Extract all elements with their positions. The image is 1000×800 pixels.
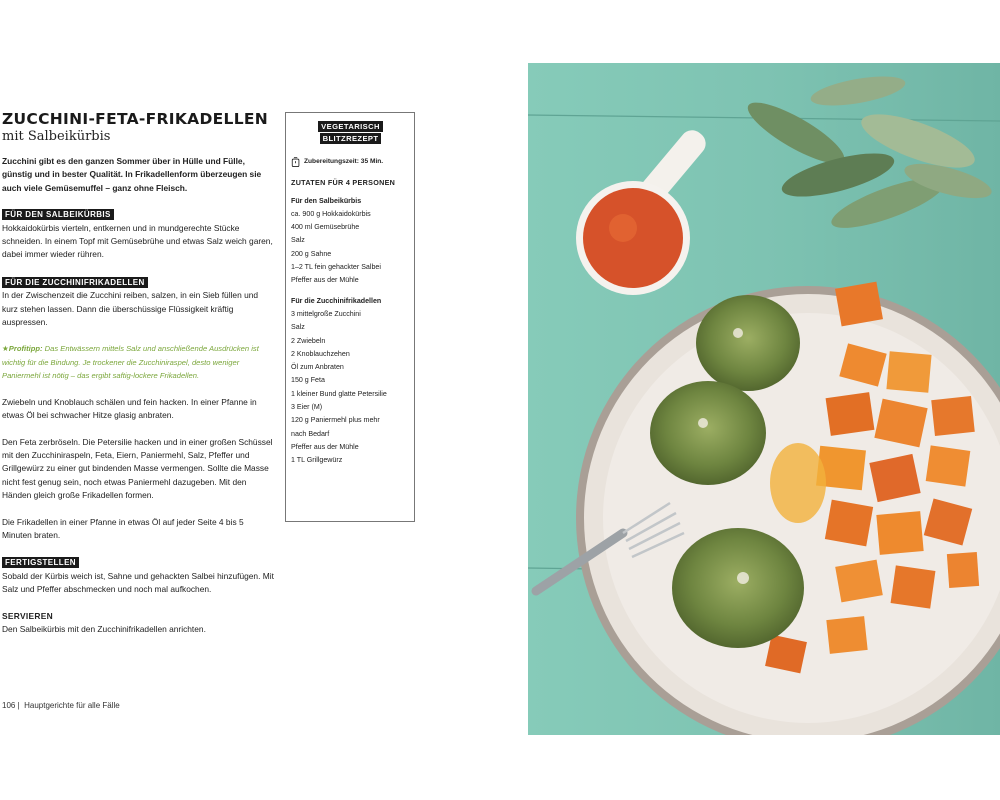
section-text-fertigstellen: Sobald der Kürbis weich ist, Sahne und gehackten Salbei hinzufügen. Mit Salz und Pfeffer abschmecken und noch mal aufkochen. xyxy=(2,570,274,595)
ingredient-item: ca. 900 g Hokkaidokürbis xyxy=(291,209,371,218)
badge-vegetarisch: VEGETARISCH xyxy=(318,121,383,132)
section-head-zucchinifrikadellen: FÜR DIE ZUCCHINIFRIKADELLEN xyxy=(2,277,148,288)
prep-time xyxy=(291,155,410,168)
step-zwiebeln: Zwiebeln und Knoblauch schälen und fein hacken. In einer Pfanne in etwas Öl bei schwacher Hitze glasig anbraten. xyxy=(2,396,257,421)
ingredient-item: Öl zum Anbraten xyxy=(291,363,344,372)
ingredient-item: 3 mittelgroße Zucchini xyxy=(291,309,361,318)
prep-time-text: Zubereitungszeit: 35 Min. xyxy=(304,158,384,165)
profi-tip xyxy=(2,342,274,382)
instructions-column xyxy=(2,155,274,636)
recipe-title: ZUCCHINI-FETA-FRIKADELLEN xyxy=(2,110,269,128)
ingredients-box xyxy=(285,112,415,522)
ingredient-item: 2 Knoblauchzehen xyxy=(291,349,350,358)
ingredient-item: 150 g Feta xyxy=(291,376,325,385)
section-text-salbeikuerbis: Hokkaidokürbis vierteln, entkernen und in mundgerechte Stücke schneiden. In einem Topf mit Gemüsebrühe und etwas Salz weich garen, dabei immer wieder rühren. xyxy=(2,222,273,260)
ingredient-item: 200 g Sahne xyxy=(291,249,332,258)
ingredient-item: 1–2 TL fein gehackter Salbei xyxy=(291,263,381,272)
section-head-salbeikuerbis: FÜR DEN SALBEIKÜRBIS xyxy=(2,209,114,220)
ingredient-item: 3 Eier (M) xyxy=(291,403,323,412)
recipe-subtitle: mit Salbeikürbis xyxy=(2,129,111,144)
ingredient-group-title: Für den Salbeikürbis xyxy=(291,196,362,205)
page-footer: 106 | Hauptgerichte für alle Fälle xyxy=(2,701,120,710)
tip-label: ★Profitipp: xyxy=(2,344,43,354)
ingredient-item: Pfeffer aus der Mühle xyxy=(291,442,359,451)
recipe-photo xyxy=(528,63,1000,735)
ingredient-item: 2 Zwiebeln xyxy=(291,336,326,345)
ingredient-item: 400 ml Gemüsebrühe xyxy=(291,223,360,232)
badge-blitzrezept: BLITZREZEPT xyxy=(320,133,382,144)
section-head-servieren: SERVIEREN xyxy=(2,610,53,621)
ingredient-item: 1 TL Grillgewürz xyxy=(291,456,343,465)
ingredient-group-title: Für die Zucchinifrikadellen xyxy=(291,296,382,305)
chapter-name: Hauptgerichte für alle Fälle xyxy=(24,701,120,710)
intro-text: Zucchini gibt es den ganzen Sommer über in Hülle und Fülle, günstig und in bester Qualität. In Frikadellenform überzeugen sie auch viele Gemüsemuffel – ganz ohne Fleisch. xyxy=(2,156,262,193)
ingredient-list-salbeikuerbis xyxy=(291,208,410,288)
ingredient-item: Pfeffer aus der Mühle xyxy=(291,276,359,285)
ingredient-list-zucchinifrikadellen xyxy=(291,308,410,468)
section-head-fertigstellen: FERTIGSTELLEN xyxy=(2,557,79,568)
ingredient-item: 1 kleiner Bund glatte Petersilie xyxy=(291,389,387,398)
timer-icon xyxy=(291,157,301,167)
badge-group xyxy=(291,121,410,145)
section-text-zucchinifrikadellen: In der Zwischenzeit die Zucchini reiben, salzen, in ein Sieb füllen und kurz stehen lassen. Dann die überschüssige Flüssigkeit kräftig auspressen. xyxy=(2,290,259,328)
ingredient-item: 120 g Paniermehl plus mehr xyxy=(291,416,380,425)
ingredient-item: Salz xyxy=(291,323,305,332)
ingredients-heading: ZUTATEN FÜR 4 PERSONEN xyxy=(291,178,396,188)
step-feta: Den Feta zerbröseln. Die Petersilie hacken und in einer großen Schüssel mit den Zucchiniraspeln, Feta, Eiern, Paniermehl, Salz, Pfeffer und Grillgewürz zu einer gut bindenden Masse vermengen. Sollte die Masse nicht fest genug sein, noch etwas Paniermehl dazugeben. Mit den Händen gleich große Frikadellen formen. xyxy=(2,436,273,501)
tip-text: Das Entwässern mittels Salz und anschließende Ausdrücken ist wichtig für die Bindung. Je trockener die Zucchiniraspel, desto weniger Paniermehl ist nötig – das ergibt saftig-lockere Frikadellen. xyxy=(2,344,259,381)
section-text-servieren: Den Salbeikürbis mit den Zucchinifrikadellen anrichten. xyxy=(2,623,206,634)
step-braten: Die Frikadellen in einer Pfanne in etwas Öl auf jeder Seite 4 bis 5 Minuten braten. xyxy=(2,516,244,540)
page-number: 106 xyxy=(2,701,16,710)
ingredient-item: nach Bedarf xyxy=(291,429,330,438)
ingredient-item: Salz xyxy=(291,236,305,245)
